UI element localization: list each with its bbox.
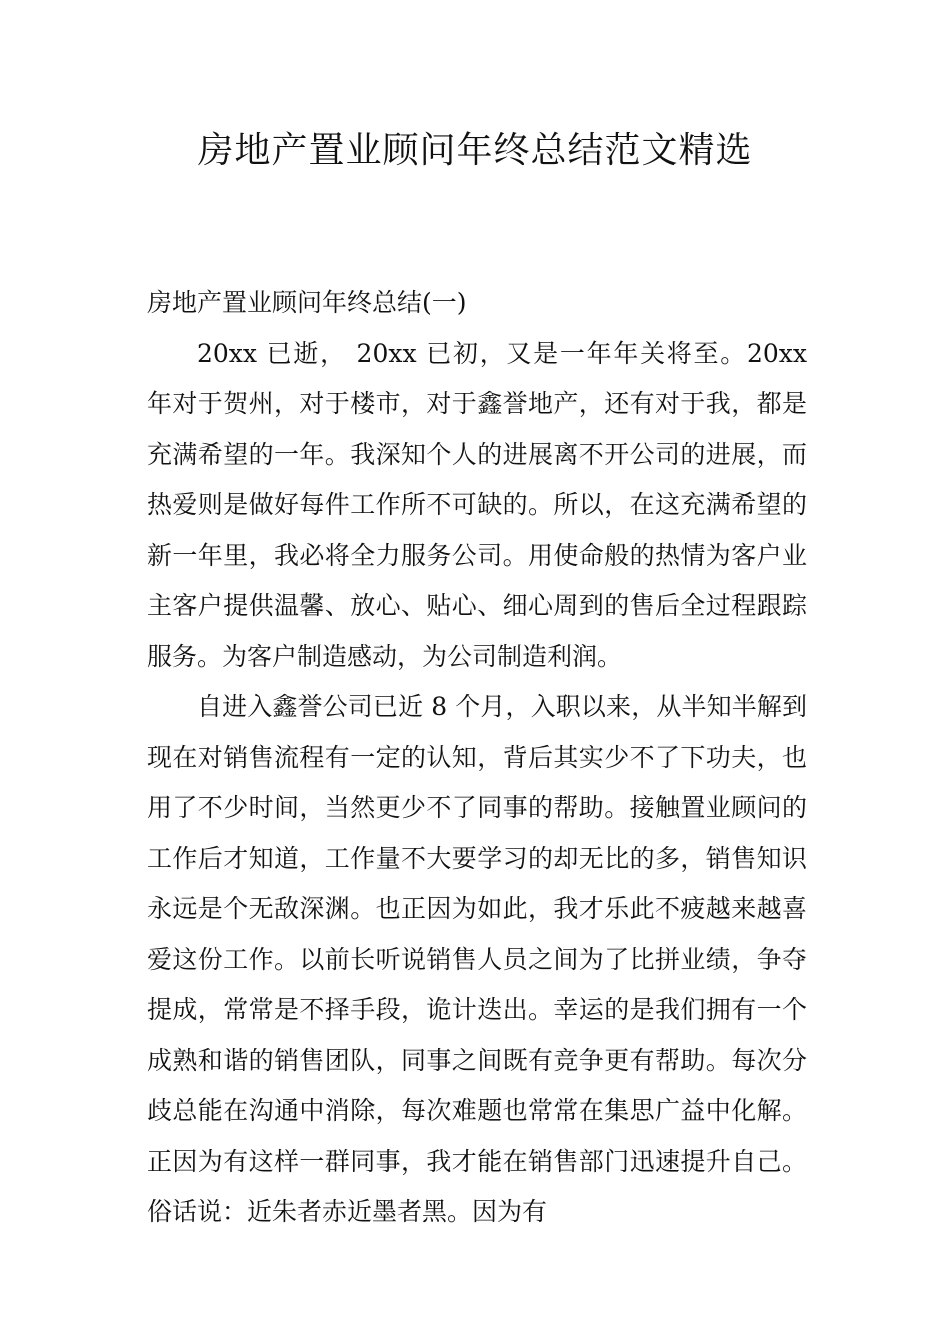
paragraph-2: 自进入鑫誉公司已近 8 个月，入职以来，从半知半解到现在对销售流程有一定的认知，背后其实少不了下功夫，也用了不少时间，当然更少不了同事的帮助。接触置业顾问的工作后才知道，工作量不大要学习的却无比的多，销售知识永远是个无敌深渊。也正因为如此，我才乐此不疲越来越喜爱这份工作。以前长听说销售人员之间为了比拼业绩，争夺提成，常常是不择手段，诡计迭出。幸运的是我们拥有一个成熟和谐的销售团队，同事之间既有竞争更有帮助。每次分歧总能在沟通中消除，每次难题也常常在集思广益中化解。正因为有这样一群同事，我才能在销售部门迅速提升自己。俗话说：近朱者赤近墨者黑。因为有 (147, 692, 807, 1226)
document-body (147, 278, 807, 1238)
section-heading: 房地产置业顾问年终总结(一) (147, 288, 467, 317)
document-title: 房地产置业顾问年终总结范文精选 (197, 130, 753, 171)
paragraph-1: 20xx 已逝， 20xx 已初，又是一年年关将至。20xx 年对于贺州，对于楼市，对于鑫誉地产，还有对于我，都是充满希望的一年。我深知个人的进展离不开公司的进展，而热爱则是做好每件工作所不可缺的。所以，在这充满希望的新一年里，我必将全力服务公司。用使命般的热情为客户业主客户提供温馨、放心、贴心、细心周到的售后全过程跟踪服务。为客户制造感动，为公司制造利润。 (147, 338, 807, 671)
